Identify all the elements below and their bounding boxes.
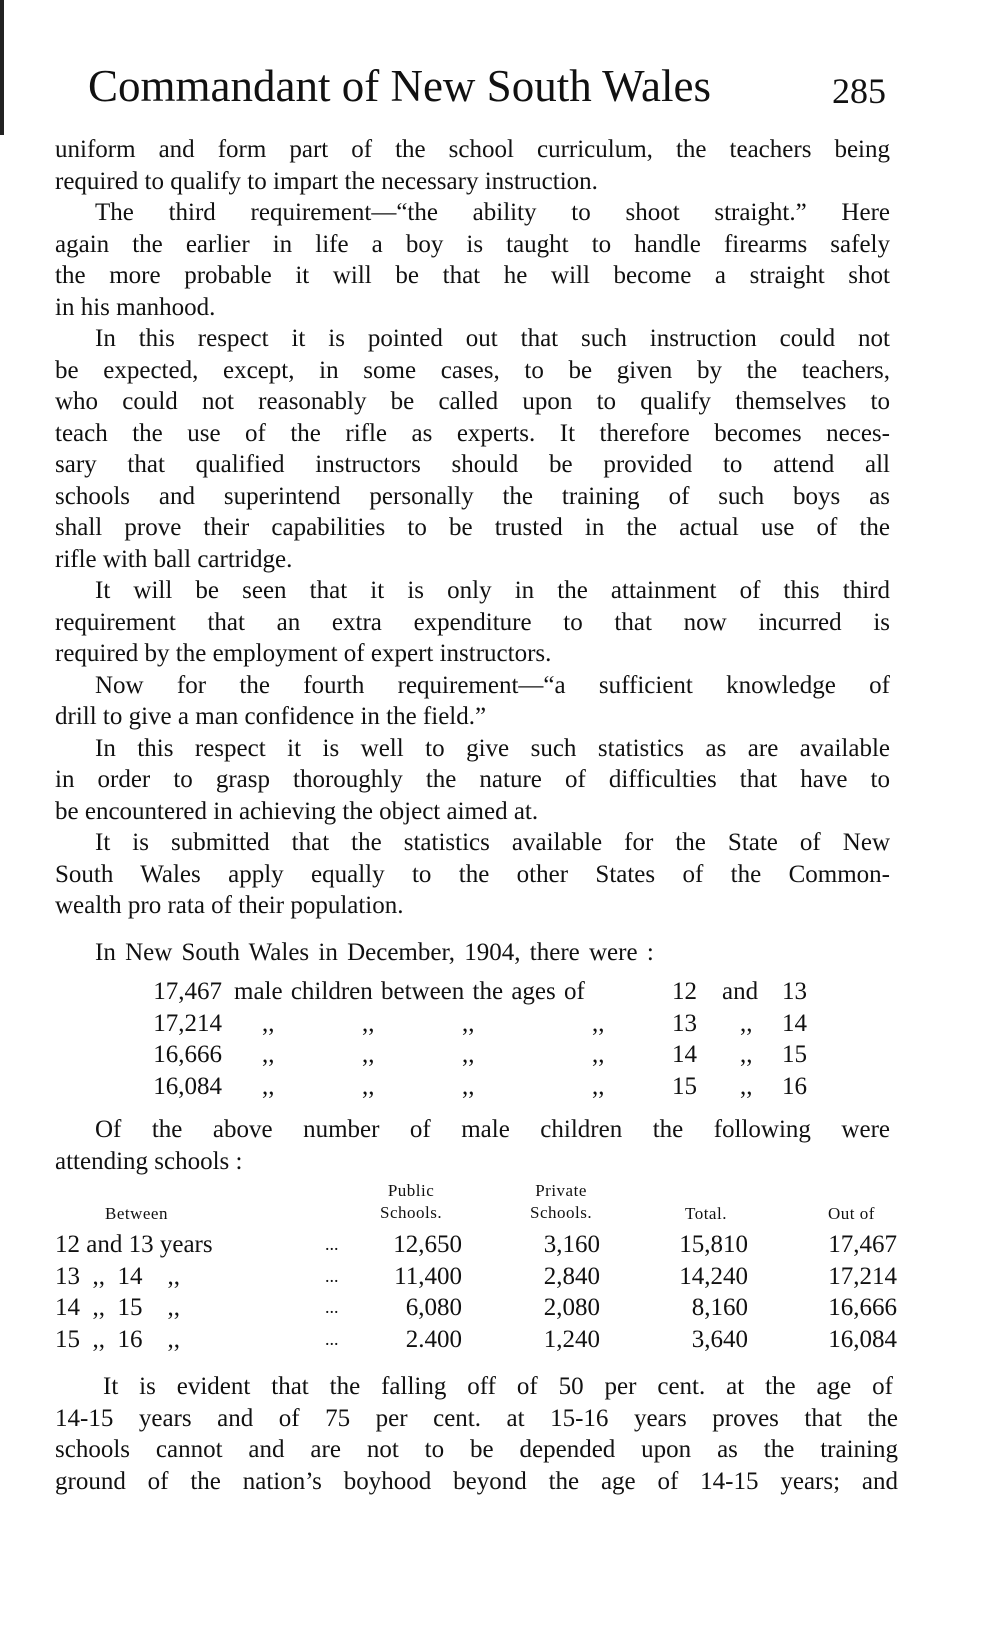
age-from: 13: [672, 1009, 697, 1037]
cell-between: 15 ,, 16 ,,: [55, 1325, 180, 1353]
ditto-mark: ,,: [462, 1009, 475, 1037]
text-line: who could not reasonably be called upon to qualify themselves to: [55, 388, 890, 415]
ditto-mark: ,,: [462, 1041, 475, 1068]
cell-dots: ...: [325, 1265, 339, 1286]
text-line: wealth pro rata of their population.: [55, 892, 404, 919]
text-line: In this respect it is pointed out that such instruction could not: [95, 325, 890, 352]
text-line: the more probable it will be that he will become a straight shot: [55, 262, 890, 289]
cell-total: 14,240: [679, 1262, 748, 1290]
header-private-2: Schools.: [530, 1203, 593, 1222]
cell-dots: ...: [325, 1297, 339, 1317]
child-count: 17,467: [153, 978, 222, 1005]
text-line: attending schools :: [55, 1147, 243, 1175]
header-private: [530, 1180, 592, 1224]
child-count: 16,666: [153, 1041, 222, 1068]
ditto-mark: ,,: [362, 1041, 375, 1068]
age-connector: ,,: [740, 1072, 753, 1100]
cell-public: 2.400: [405, 1325, 462, 1353]
text-line: South Wales apply equally to the other States of the Common-: [55, 861, 890, 888]
text-line: be expected, except, in some cases, to be given by the teachers,: [55, 357, 890, 384]
page-number: 285: [832, 71, 886, 111]
age-from: 12: [672, 978, 697, 1005]
child-count: 16,084: [153, 1072, 222, 1100]
scan-edge: [0, 0, 4, 135]
header-between: Between: [105, 1204, 168, 1223]
cell-between: 12 and 13 years: [55, 1231, 213, 1258]
text-line: sary that qualified instructors should be provided to attend all: [55, 451, 890, 478]
age-connector: and: [722, 978, 759, 1005]
cell-out-of: 16,084: [828, 1325, 897, 1353]
ditto-mark: ,,: [462, 1072, 475, 1100]
ditto-mark: ,,: [592, 1041, 605, 1068]
running-head-title: Commandant of New South Wales: [88, 61, 711, 111]
age-connector: ,,: [740, 1009, 753, 1037]
text-line: drill to give a man confidence in the field.”: [55, 703, 487, 730]
ditto-mark: ,,: [362, 1072, 375, 1100]
intro-line: In New South Wales in December, 1904, there were :: [95, 939, 654, 966]
text-line: shall prove their capabilities to be trusted in the actual use of the: [55, 514, 890, 541]
text-line: It is evident that the falling off of 50 per cent. at the age of: [103, 1373, 893, 1400]
cell-dots: ...: [325, 1234, 339, 1254]
text-line: required to qualify to impart the necessary instruction.: [55, 168, 598, 195]
text-line: in order to grasp thoroughly the nature of difficulties that have to: [55, 766, 890, 793]
cell-private: 2,080: [543, 1294, 600, 1321]
cell-between: 13 ,, 14 ,,: [55, 1262, 180, 1290]
header-private-1: Private: [535, 1181, 587, 1200]
text-line: Of the above number of male children the following were: [95, 1116, 890, 1143]
text-line: ground of the nation’s boyhood beyond the age of 14-15 years; and: [55, 1467, 898, 1495]
text-line: be encountered in achieving the object aimed at.: [55, 798, 539, 825]
age-to: 14: [782, 1009, 807, 1037]
header-public-2: Schools.: [380, 1203, 443, 1222]
ditto-mark: ,,: [592, 1009, 605, 1037]
cell-private: 1,240: [543, 1325, 600, 1353]
ditto-mark: ,,: [262, 1041, 275, 1068]
text-line: schools cannot and are not to be depended upon as the training: [55, 1436, 898, 1463]
header-public-1: Public: [387, 1181, 435, 1200]
text-line: uniform and form part of the school curriculum, the teachers being: [55, 136, 890, 163]
ditto-mark: ,,: [592, 1072, 605, 1100]
age-connector: ,,: [740, 1041, 753, 1068]
cell-public: 6,080: [405, 1294, 462, 1321]
list-text: male children between the ages of: [234, 978, 585, 1005]
text-line: The third requirement—“the ability to shoot straight.” Here: [95, 199, 890, 226]
age-from: 15: [672, 1072, 697, 1100]
age-from: 14: [672, 1041, 697, 1068]
header-total: Total.: [685, 1204, 727, 1223]
age-to: 16: [782, 1072, 807, 1100]
age-to: 15: [782, 1041, 807, 1068]
cell-between: 14 ,, 15 ,,: [55, 1294, 180, 1321]
age-to: 13: [782, 978, 807, 1005]
cell-public: 12,650: [393, 1231, 462, 1258]
text-line: rifle with ball cartridge.: [55, 546, 293, 573]
header-out-of: Out of: [828, 1204, 875, 1223]
header-public: [380, 1180, 442, 1224]
text-line: Now for the fourth requirement—“a sufficient knowledge of: [95, 672, 890, 699]
text-line: In this respect it is well to give such statistics as are available: [95, 735, 890, 762]
text-line: required by the employment of expert instructors.: [55, 640, 552, 667]
text-line: schools and superintend personally the training of such boys as: [55, 483, 890, 510]
cell-out-of: 16,666: [828, 1294, 897, 1321]
cell-out-of: 17,467: [828, 1231, 897, 1258]
cell-public: 11,400: [394, 1262, 462, 1290]
cell-out-of: 17,214: [828, 1262, 897, 1290]
cell-dots: ...: [325, 1328, 339, 1349]
cell-private: 3,160: [543, 1231, 600, 1258]
child-count: 17,214: [153, 1009, 222, 1037]
text-line: It is submitted that the statistics available for the State of New: [95, 829, 890, 856]
text-line: in his manhood.: [55, 294, 216, 321]
ditto-mark: ,,: [362, 1009, 375, 1037]
text-line: 14-15 years and of 75 per cent. at 15-16 years proves that the: [55, 1404, 898, 1432]
text-line: It will be seen that it is only in the attainment of this third: [95, 577, 890, 604]
cell-total: 8,160: [691, 1294, 748, 1321]
ditto-mark: ,,: [262, 1009, 275, 1037]
ditto-mark: ,,: [262, 1072, 275, 1100]
cell-private: 2,840: [543, 1262, 600, 1290]
text-line: teach the use of the rifle as experts. It therefore becomes neces-: [55, 420, 890, 447]
cell-total: 15,810: [679, 1231, 748, 1258]
cell-total: 3,640: [691, 1325, 748, 1353]
text-line: requirement that an extra expenditure to that now incurred is: [55, 609, 890, 636]
text-line: again the earlier in life a boy is taught to handle firearms safely: [55, 231, 890, 258]
